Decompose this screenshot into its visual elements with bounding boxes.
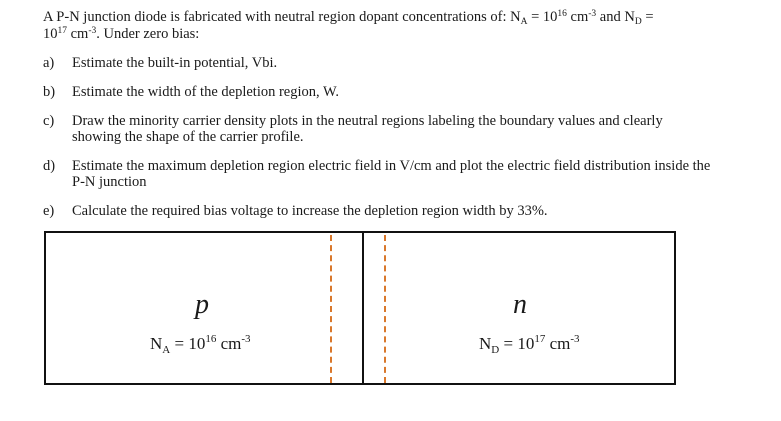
question-label: a) (43, 55, 55, 71)
intro-eq2: = (641, 9, 654, 25)
nd-subscript: D (634, 17, 642, 27)
na-subscript: A (520, 17, 528, 27)
question-label: e) (43, 203, 55, 219)
n-conc-exponent: 17 (534, 333, 546, 345)
question-label: c) (43, 113, 55, 129)
p-conc-subscript: A (162, 344, 171, 356)
intro-text: A P-N junction diode is fabricated with neutral region dopant concentrations of: N (43, 9, 521, 25)
question-text: Draw the minority carrier density plots in the neutral regions labeling the boundary values and clearly showing the shape of the carrier profile. (72, 113, 663, 145)
intro-unit2-exp: -3 (88, 26, 97, 36)
question-label: b) (43, 84, 56, 100)
p-conc-exponent: 16 (205, 333, 217, 345)
p-conc-symbol: N (150, 334, 163, 353)
depletion-edge-n-dashed-line (384, 235, 386, 383)
n-region-label: n (513, 289, 527, 320)
question-text: Estimate the built-in potential, Vbi. (72, 55, 278, 71)
question-text: Estimate the width of the depletion region, W. (72, 84, 339, 100)
intro-and: and N (596, 9, 635, 25)
n-conc-unit-exponent: -3 (570, 333, 580, 345)
p-conc-value: = 10 (170, 334, 206, 353)
nd-exponent: 17 (57, 26, 67, 36)
intro-unit1-exp: -3 (588, 9, 597, 19)
question-label: d) (43, 158, 56, 174)
intro-ten: 10 (43, 26, 58, 42)
n-conc-value: = 10 (499, 334, 535, 353)
n-region-concentration (479, 334, 580, 354)
intro-eq1: = 10 (527, 9, 558, 25)
pn-junction-diagram (44, 231, 676, 385)
p-conc-unit: cm (216, 334, 242, 353)
n-conc-subscript: D (491, 344, 500, 356)
p-conc-unit-exponent: -3 (241, 333, 251, 345)
p-region-label: p (195, 289, 209, 320)
metallurgical-junction-line (362, 231, 364, 385)
p-region-concentration (150, 334, 251, 354)
problem-statement (43, 9, 733, 43)
intro-unit1: cm (566, 9, 589, 25)
na-exponent: 16 (557, 9, 567, 19)
intro-zero-bias: . Under zero bias: (96, 26, 200, 42)
n-conc-symbol: N (479, 334, 492, 353)
depletion-edge-p-dashed-line (330, 235, 332, 383)
question-text: Calculate the required bias voltage to increase the depletion region width by 33%. (72, 203, 548, 219)
n-conc-unit: cm (545, 334, 571, 353)
question-text: Estimate the maximum depletion region electric field in V/cm and plot the electric field distribution inside the P-N junction (72, 158, 711, 190)
intro-unit2: cm (67, 26, 89, 42)
